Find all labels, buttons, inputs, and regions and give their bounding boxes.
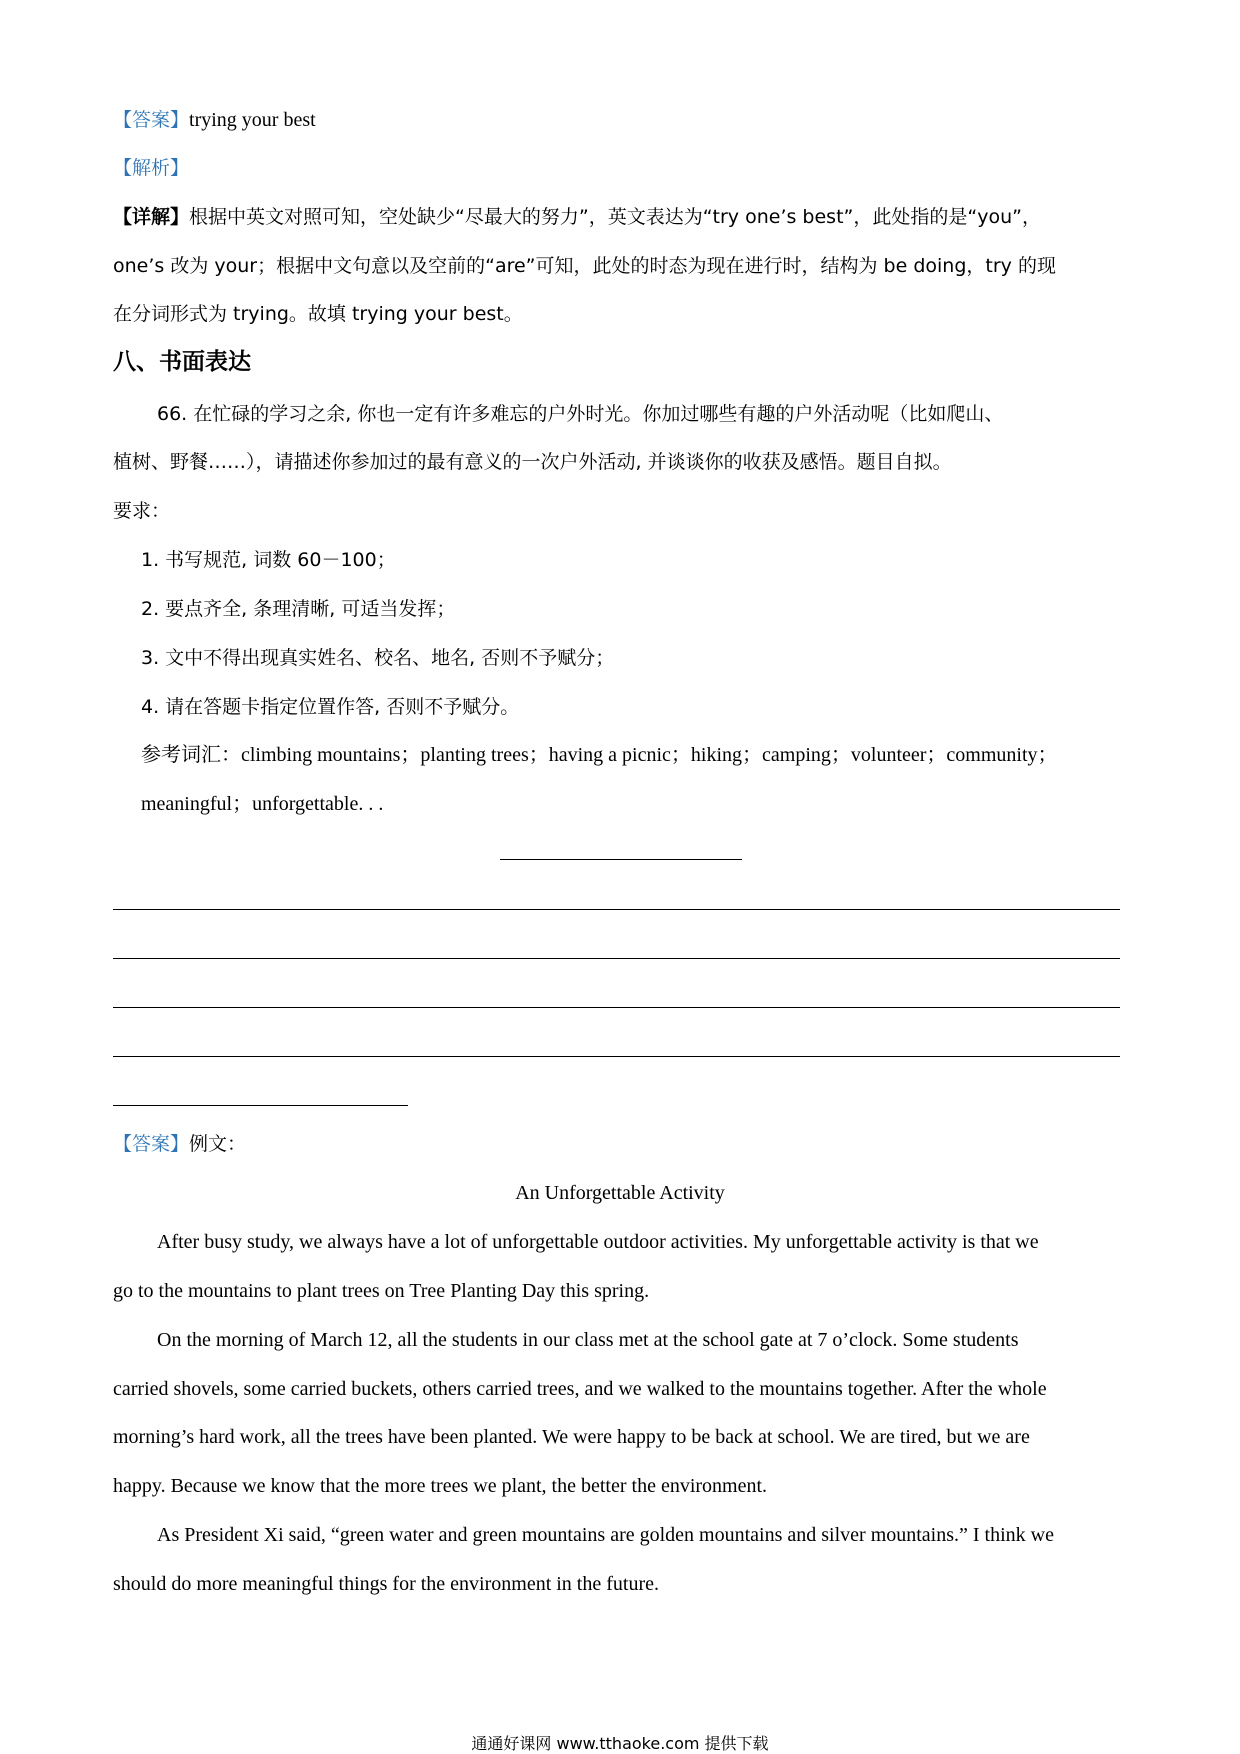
- essay-paragraph-1-line: go to the mountains to plant trees on Tree Planting Day this spring.: [113, 1280, 650, 1302]
- answer-tag: 【答案】: [113, 1133, 190, 1155]
- essay-paragraph-3-line: should do more meaningful things for the environment in the future.: [113, 1573, 659, 1595]
- writing-line: [113, 1105, 408, 1106]
- vocab-line-2: meaningful；unforgettable. . .: [141, 793, 384, 815]
- detail-line-1: [113, 205, 1041, 229]
- answer-text: trying your best: [189, 109, 316, 131]
- page-footer: 通通好课网 www.tthaoke.com 提供下载: [471, 1734, 769, 1753]
- answer-tag: 【答案】: [113, 109, 190, 131]
- detail-line-2: one’s 改为 your；根据中文句意以及空前的“are”可知，此处的时态为现在进行时，结构为 be doing，try 的现: [113, 255, 1056, 277]
- requirement-item: 1. 书写规范, 词数 60－100；: [141, 549, 396, 571]
- essay-paragraph-2-line: On the morning of March 12, all the students in our class met at the school gate at 7 o’clock. Some students: [157, 1329, 1019, 1351]
- title-blank-line: [500, 859, 742, 860]
- detail-line-3: 在分词形式为 trying。故填 trying your best。: [113, 303, 523, 325]
- writing-line: [113, 1007, 1120, 1008]
- requirement-item: 2. 要点齐全, 条理清晰, 可适当发挥；: [141, 598, 456, 620]
- essay-title: An Unforgettable Activity: [515, 1182, 725, 1204]
- detail-text-1: 根据中英文对照可知，空处缺少“尽最大的努力”，英文表达为“try one’s best”，此处指的是“you”，: [189, 206, 1041, 228]
- requirement-item: 3. 文中不得出现真实姓名、校名、地名, 否则不予赋分；: [141, 647, 615, 669]
- essay-paragraph-2-line: carried shovels, some carried buckets, others carried trees, and we walked to the mountains together. After the whole: [113, 1378, 1047, 1400]
- writing-line: [113, 909, 1120, 910]
- writing-line: [113, 1056, 1120, 1057]
- essay-paragraph-1-line: After busy study, we always have a lot of unforgettable outdoor activities. My unforgettable activity is that we: [157, 1231, 1039, 1253]
- vocab-line-1: 参考词汇：climbing mountains；planting trees；having a picnic；hiking；camping；volunteer；community；: [141, 744, 1058, 766]
- answer-line: [113, 1132, 246, 1156]
- requirements-label: 要求：: [113, 500, 171, 522]
- example-label: 例文：: [189, 1133, 247, 1155]
- essay-paragraph-3-line: As President Xi said, “green water and green mountains are golden mountains and silver mountains.” I think we: [157, 1524, 1054, 1546]
- writing-line: [113, 958, 1120, 959]
- analysis-line: [113, 156, 189, 180]
- section-title: 八、书面表达: [113, 349, 251, 375]
- essay-paragraph-2-line: happy. Because we know that the more trees we plant, the better the environment.: [113, 1475, 768, 1497]
- essay-paragraph-2-line: morning’s hard work, all the trees have been planted. We were happy to be back at school. We are tired, but we are: [113, 1426, 1030, 1448]
- requirement-item: 4. 请在答题卡指定位置作答, 否则不予赋分。: [141, 696, 520, 718]
- analysis-tag: 【解析】: [113, 157, 190, 179]
- answer-line: [113, 108, 316, 132]
- detail-tag: 【详解】: [113, 206, 190, 228]
- question-line-1: 66. 在忙碌的学习之余, 你也一定有许多难忘的户外时光。你加过哪些有趣的户外活动呢（比如爬山、: [157, 403, 1004, 425]
- question-line-2: 植树、野餐……），请描述你参加过的最有意义的一次户外活动, 并谈谈你的收获及感悟。题目自拟。: [113, 451, 952, 473]
